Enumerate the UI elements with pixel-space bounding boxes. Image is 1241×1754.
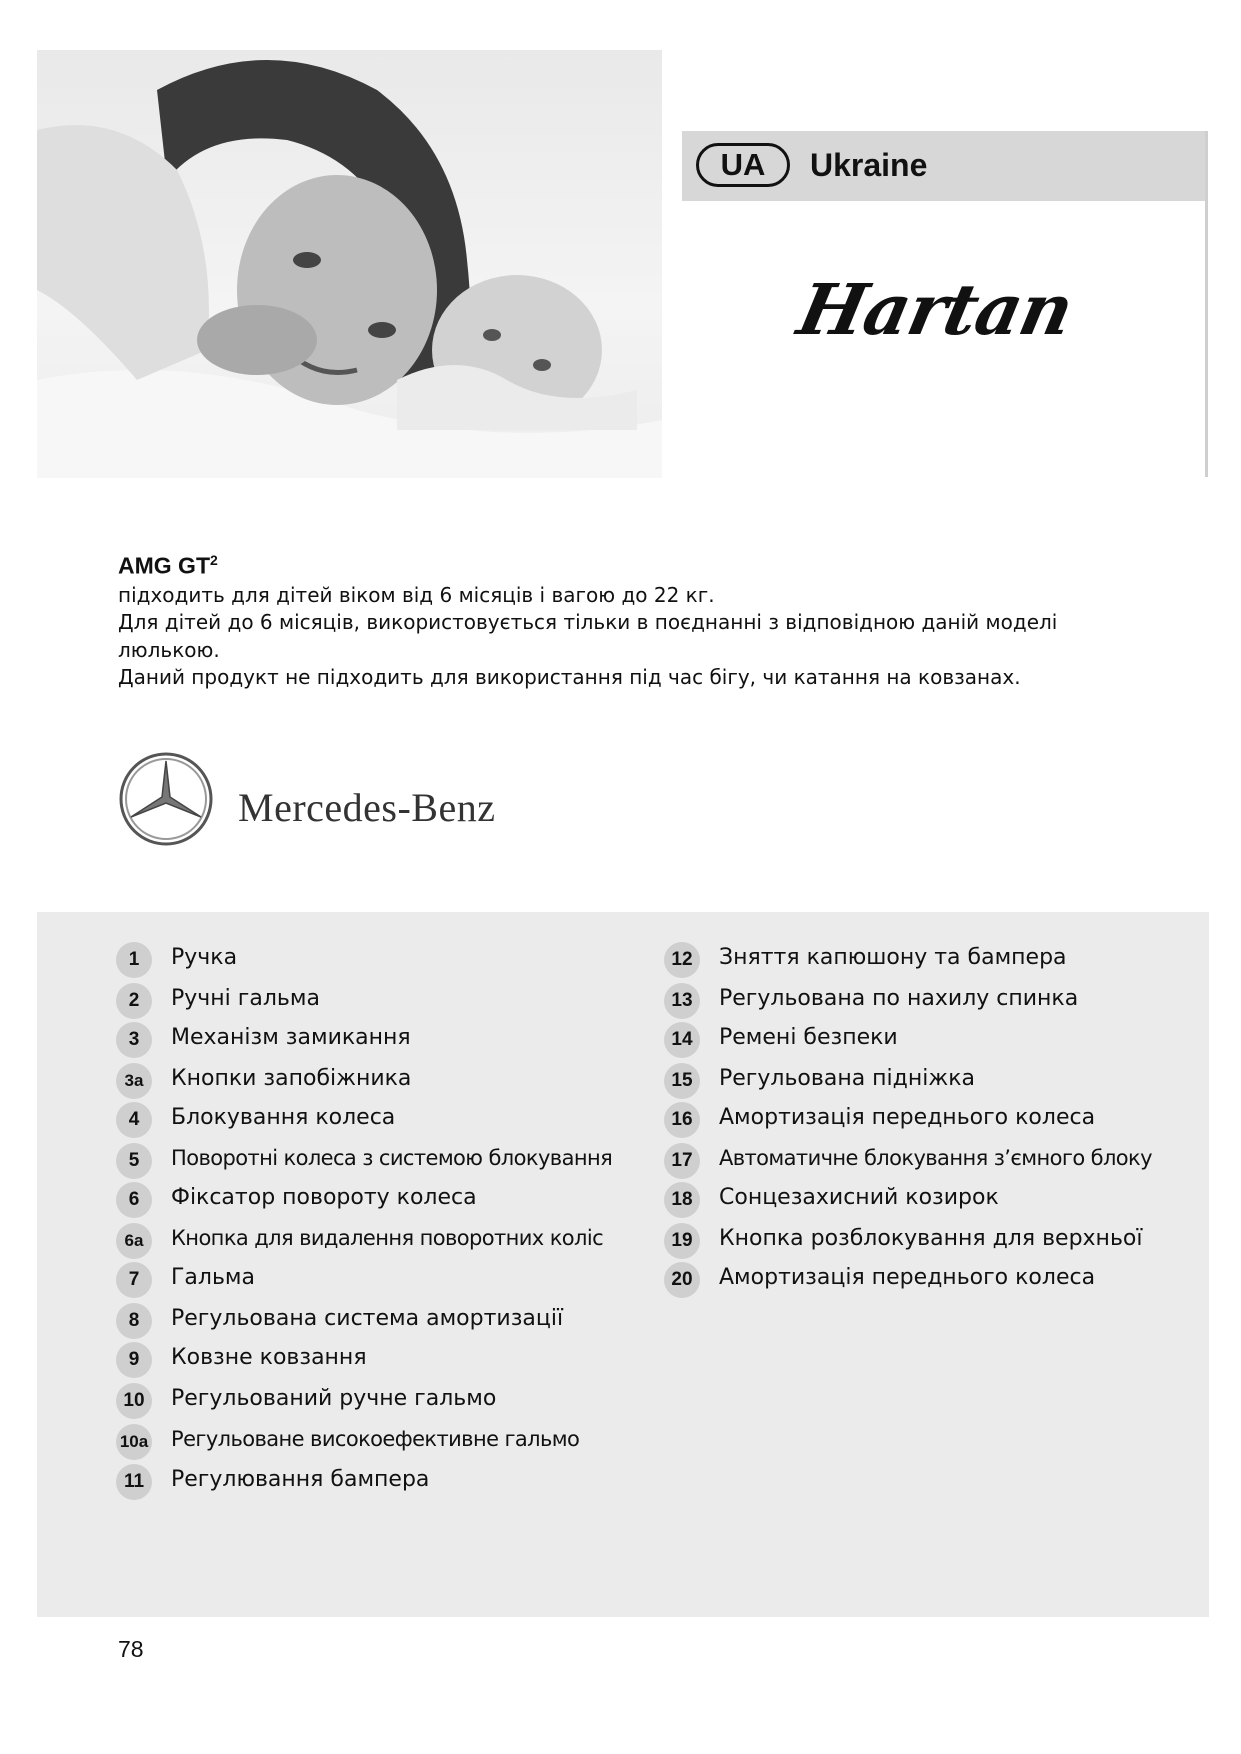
part-number-badge: 2 — [116, 983, 152, 1019]
part-label: Ручка — [171, 945, 238, 970]
description-line: Даний продукт не підходить для використання під час бігу, чи катання на ковзанах. — [118, 665, 1021, 689]
right-divider — [1205, 131, 1208, 477]
description-line: Для дітей до 6 місяців, використовується тільки в поєднанні з відповідною даній моделі — [118, 610, 1058, 634]
part-number-badge: 5 — [116, 1143, 152, 1179]
part-number-badge: 17 — [664, 1143, 700, 1179]
mercedes-benz-wordmark: Mercedes-Benz — [238, 785, 496, 830]
part-number-badge: 14 — [664, 1022, 700, 1058]
part-number-badge: 6a — [116, 1223, 152, 1259]
part-label: Ковзне ковзання — [171, 1345, 367, 1370]
part-label: Кнопка для видалення поворотних коліс — [171, 1226, 604, 1250]
part-number-badge: 12 — [664, 942, 700, 978]
part-number-badge: 1 — [116, 942, 152, 978]
part-label: Механізм замикання — [171, 1025, 411, 1050]
part-label: Автоматичне блокування з’ємного блоку — [719, 1146, 1152, 1170]
description-line: підходить для дітей віком від 6 місяців і вагою до 22 кг. — [118, 583, 715, 607]
part-number-badge: 20 — [664, 1262, 700, 1298]
part-label: Регульована система амортизації — [171, 1306, 564, 1331]
parts-legend-panel — [37, 912, 1209, 1617]
part-label: Гальма — [171, 1265, 256, 1290]
mercedes-star-icon — [118, 751, 214, 847]
part-number-badge: 16 — [664, 1102, 700, 1138]
part-label: Зняття капюшону та бампера — [719, 945, 1067, 970]
part-label: Фіксатор повороту колеса — [171, 1185, 477, 1210]
part-number-badge: 10 — [116, 1383, 152, 1419]
part-label: Регульоване високоефективне гальмо — [171, 1427, 580, 1451]
part-label: Регульований ручне гальмо — [171, 1386, 497, 1411]
language-bar — [682, 131, 1208, 201]
part-number-badge: 4 — [116, 1102, 152, 1138]
part-label: Регульована підніжка — [719, 1066, 975, 1091]
part-label: Кнопка розблокування для верхньої — [719, 1226, 1143, 1251]
part-label: Ручні гальма — [171, 986, 320, 1011]
product-title — [118, 552, 218, 580]
product-name: AMG GT — [118, 552, 210, 579]
hartan-logo: Hartan — [791, 268, 1080, 351]
part-number-badge: 18 — [664, 1182, 700, 1218]
page-number: 78 — [118, 1636, 144, 1662]
part-number-badge: 10a — [116, 1424, 152, 1460]
part-label: Регулювання бампера — [171, 1467, 430, 1492]
part-label: Амортизація переднього колеса — [719, 1105, 1096, 1130]
part-number-badge: 8 — [116, 1303, 152, 1339]
part-number-badge: 3 — [116, 1022, 152, 1058]
language-code-badge: UA — [696, 143, 790, 187]
part-label: Регульована по нахилу спинка — [719, 986, 1079, 1011]
cover-photo — [37, 50, 662, 478]
part-label: Поворотні колеса з системою блокування — [171, 1146, 613, 1170]
product-name-suffix: 2 — [210, 552, 218, 568]
part-label: Амортизація переднього колеса — [719, 1265, 1096, 1290]
part-number-badge: 3a — [116, 1063, 152, 1099]
description-line: люлькою. — [118, 638, 220, 662]
mother-baby-illustration — [37, 50, 662, 478]
part-number-badge: 11 — [116, 1464, 152, 1500]
language-name: Ukraine — [810, 147, 928, 183]
part-number-badge: 15 — [664, 1063, 700, 1099]
part-number-badge: 6 — [116, 1182, 152, 1218]
part-label: Кнопки запобіжника — [171, 1066, 412, 1091]
part-label: Блокування колеса — [171, 1105, 396, 1130]
part-number-badge: 7 — [116, 1262, 152, 1298]
part-number-badge: 13 — [664, 983, 700, 1019]
part-number-badge: 19 — [664, 1223, 700, 1259]
part-number-badge: 9 — [116, 1342, 152, 1378]
part-label: Ремені безпеки — [719, 1025, 898, 1050]
part-label: Сонцезахисний козирок — [719, 1185, 999, 1210]
